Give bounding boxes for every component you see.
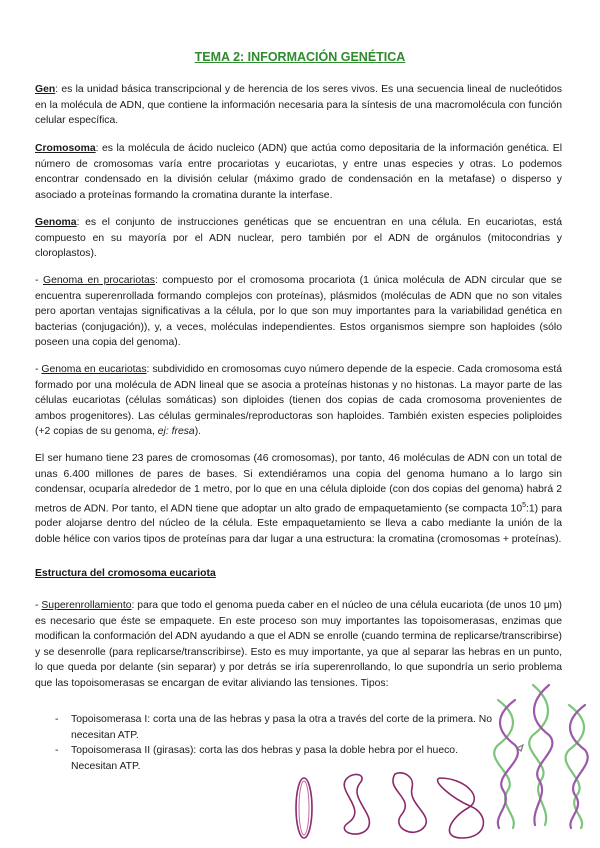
humano-exponent: 5: [522, 501, 527, 509]
page-title: TEMA 2: INFORMACIÓN GENÉTICA: [194, 50, 406, 64]
supercoil-figure-eight: [437, 778, 483, 838]
list-dash: -: [55, 714, 59, 725]
eucariotas-prefix: -: [35, 364, 42, 375]
paragraph-genoma: [35, 215, 562, 262]
procariotas-label: Genoma en procariotas: [43, 275, 155, 286]
section-heading: Estructura del cromosoma eucariota: [35, 568, 216, 579]
eucariotas-example: ej: fresa: [157, 426, 195, 437]
relaxed-circle: [296, 778, 312, 838]
helix-strand-purple: [570, 705, 588, 828]
list-item: [35, 712, 495, 743]
humano-text-b: :1) para poder alojarse dentro del núcleo de la célula. Este empaquetamiento se lleva a cabo mediante la unión de la doble hélice con varios tipos de proteínas para dar lugar a una estructura: la cromatina (cromosomas + proteínas).: [35, 502, 563, 545]
eucariotas-text: : subdividido en cromosomas cuyo número depende de la especie. Cada cromosoma está formado por una molécula de ADN lineal que se asocia a proteínas histonas y no histonas. La mayor parte de las células eucariotas (células somáticas) son diploides (tienen dos copias de cada cromosoma provenientes de ambos progenitores). Las células germinales/reproductoras son haploides. También existen especies poliploides (+2 copias de su genoma,: [35, 364, 562, 437]
paragraph-superenrollamiento: [35, 598, 562, 691]
dna-helix-illustration: [493, 680, 593, 830]
list-dash: -: [55, 745, 59, 756]
topoisomerasa-ii-text: Topoisomerasa II (girasas): corta las dos hebras y pasa la doble hebra por el hueco. Necesitan ATP.: [71, 745, 458, 772]
eucariotas-end: ).: [194, 426, 202, 437]
procariotas-text: : compuesto por el cromosoma procariota (1 única molécula de ADN circular que se encuentra superenrollada formando complejos con proteínas), plásmidos (moléculas de ADN que no son vitales pero aportan ventajas significativas a la célula, por lo que son muy importantes para la variabilidad genética en bacterias (conjugación)), y, a veces, moléculas independientes. Estos organismos siempre son haploides (sólo poseen una copia del genoma).: [35, 275, 562, 348]
gen-definition: : es la unidad básica transcripcional y de herencia de los seres vivos. Es una secuencia lineal de nucleótidos en la molécula de ADN, que contiene la información necesaria para la síntesis de una macromolécula con función celular específica.: [35, 84, 562, 126]
procariotas-prefix: -: [35, 275, 44, 286]
topoisomerasa-i-text: Topoisomerasa I: corta una de las hebras y pasa la otra a través del corte de la primera. No necesitan ATP.: [71, 714, 493, 741]
supercoil-loop: [393, 773, 426, 832]
genoma-definition: : es el conjunto de instrucciones genéticas que se encuentran en una célula. En eucariotas, está compuesto en su mayoría por el ADN nuclear, pero también por el ADN de orgánulos (mitocondrias y cloroplastos).: [35, 217, 562, 259]
helix-strand-green: [566, 705, 584, 828]
paragraph-cromosoma: [35, 141, 562, 203]
relaxed-circle-inner: [299, 781, 309, 835]
superenrollamiento-text: : para que todo el genoma pueda caber en el núcleo de una célula eucariota (de unos 10 μm) es necesario que éste se empaquete. En este proceso son muy importantes las topoisomerasas, enzimas que modifican la conformación del ADN ayudando a que el ADN se enrolle (cuando termina de replicarse/transcribirse) y se desenrolle (para replicarse/transcribirse). Esto es muy importante, ya que al separar las hebras en un punto, lo que queda por delante (sin separar) y por detrás se iría superenrollando, lo que supondría un serio problema que las topoisomerasas se encargan de evitar aliviando las tensiones. Tipos:: [35, 600, 562, 689]
paragraph-genoma-procariotas: [35, 273, 562, 351]
supercoiled-dna-illustration: [290, 768, 496, 844]
supercoil-loop: [344, 774, 369, 834]
cromosoma-definition: : es la molécula de ácido nucleico (ADN) que actúa como depositaria de la información genética. El número de cromosomas varía entre procariotas y eucariotas, y entre unas especies y otras. Lo podemos encontrar condensado en la división celular (máximo grado de condensación en la metafase) o disperso y asociado a proteínas formando la cromatina durante la interfase.: [35, 143, 562, 201]
paragraph-genoma-eucariotas: [35, 362, 562, 440]
topoisomerase-list: [35, 712, 495, 774]
paragraph-ser-humano: [35, 451, 562, 547]
humano-text-a: El ser humano tiene 23 pares de cromosomas (46 cromosomas), por tanto, 46 moléculas de ADN con un total de unas 6.400 millones de pares de bases. Si extendiéramos una copia del genoma humano a lo largo sin condensar, ocuparía alrededor de 1 metro, por lo que en una célula diploide (con dos copias del genoma) habrá 2 metros de ADN. Por tanto, el ADN tiene que adoptar un alto grado de empaquetamiento (se compacta 10: [35, 453, 562, 514]
eucariotas-label: Genoma en eucariotas: [41, 364, 147, 375]
paragraph-gen: [35, 82, 562, 129]
term-cromosoma: Cromosoma: [35, 143, 96, 154]
superenrollamiento-label: Superenrollamiento: [41, 600, 132, 611]
term-gen: Gen: [35, 84, 56, 95]
superenrollamiento-prefix: -: [35, 600, 42, 611]
term-genoma: Genoma: [35, 217, 77, 228]
